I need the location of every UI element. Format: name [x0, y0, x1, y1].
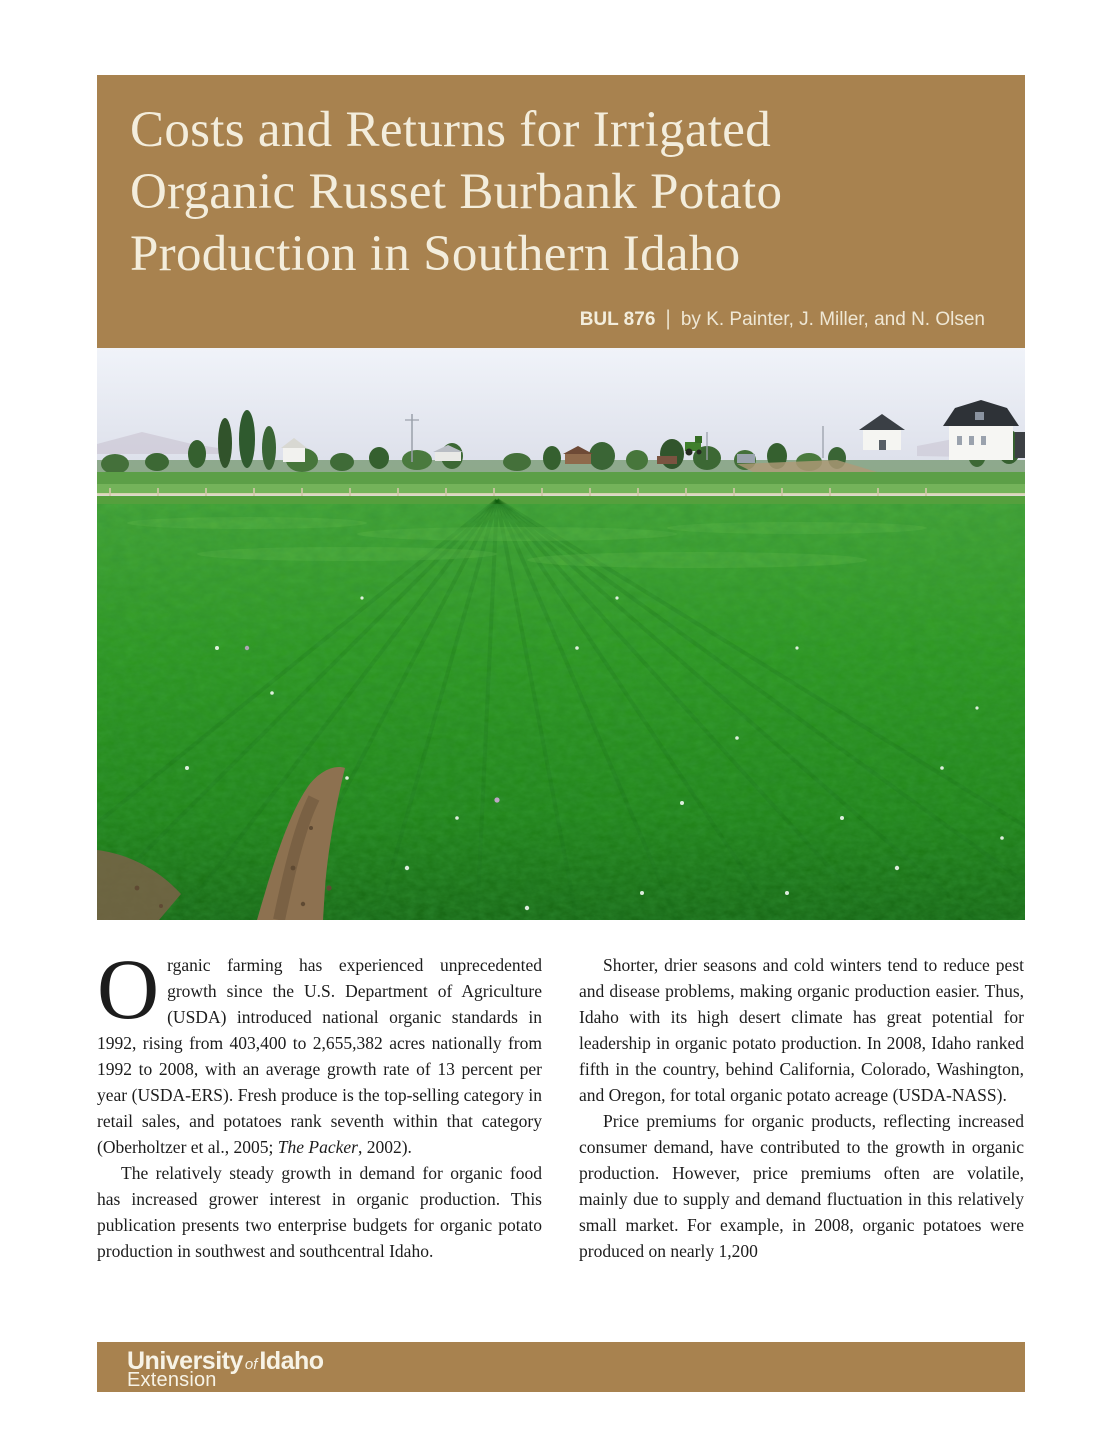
paragraph-intro	[97, 941, 542, 1160]
paragraph-text: , 2002).	[357, 1137, 412, 1157]
byline-separator: |	[665, 307, 671, 330]
potato-field-illustration	[97, 348, 1025, 920]
title-line: Costs and Returns for Irrigated	[130, 102, 771, 158]
logo-idaho: Idaho	[259, 1347, 324, 1375]
right-column	[579, 952, 1024, 1264]
page-title	[97, 75, 1025, 285]
paragraph-text: rganic farming has experienced unprecedented growth since the U.S. Department of Agriculture (USDA) introduced national organic standards in 1992, rising from 403,400 to 2,655,382 acres nationally from 1992 to 2008, with an average growth rate of 13 percent per year (USDA-ERS). Fresh produce is the top-selling category in retail sales, and potatoes rank seventh within that category (Oberholtzer et al., 2005;	[97, 955, 542, 1157]
header-band	[97, 75, 1025, 348]
logo-university: University	[127, 1347, 243, 1375]
logo-of: of	[244, 1356, 258, 1373]
authors: by K. Painter, J. Miller, and N. Olsen	[680, 309, 985, 330]
title-line: Organic Russet Burbank Potato	[130, 164, 783, 220]
left-column	[97, 941, 542, 1264]
citation-italic: The Packer	[277, 1137, 358, 1157]
article-body	[97, 941, 1025, 1264]
paragraph: Price premiums for organic products, reflecting increased consumer demand, have contributed to the growth in organic production. However, price premiums often are volatile, mainly due to supply and demand fluctuation in this relatively small market. For example, in 2008, organic potatoes were produced on nearly 1,200	[579, 1111, 1024, 1261]
paragraph: The relatively steady growth in demand for organic food has increased grower interest in organic production. This publication presents two enterprise budgets for organic potato production in southwest and southcentral Idaho.	[97, 1163, 542, 1261]
university-of-idaho-extension-logo	[127, 1349, 324, 1390]
paragraph: Shorter, drier seasons and cold winters tend to reduce pest and disease problems, making organic production easier. Thus, Idaho with its high desert climate has great potential for leadership in organic potato production. In 2008, Idaho ranked fifth in the country, behind California, Colorado, Washington, and Oregon, for total organic potato acreage (USDA-NASS).	[579, 955, 1024, 1105]
potato-field-photo	[97, 348, 1025, 920]
dropcap: O	[97, 941, 160, 1037]
title-line: Production in Southern Idaho	[130, 226, 741, 282]
bulletin-number: BUL 876	[579, 309, 656, 330]
byline	[580, 308, 985, 332]
footer-band	[97, 1342, 1025, 1392]
logo-extension: Extension	[127, 1369, 217, 1391]
